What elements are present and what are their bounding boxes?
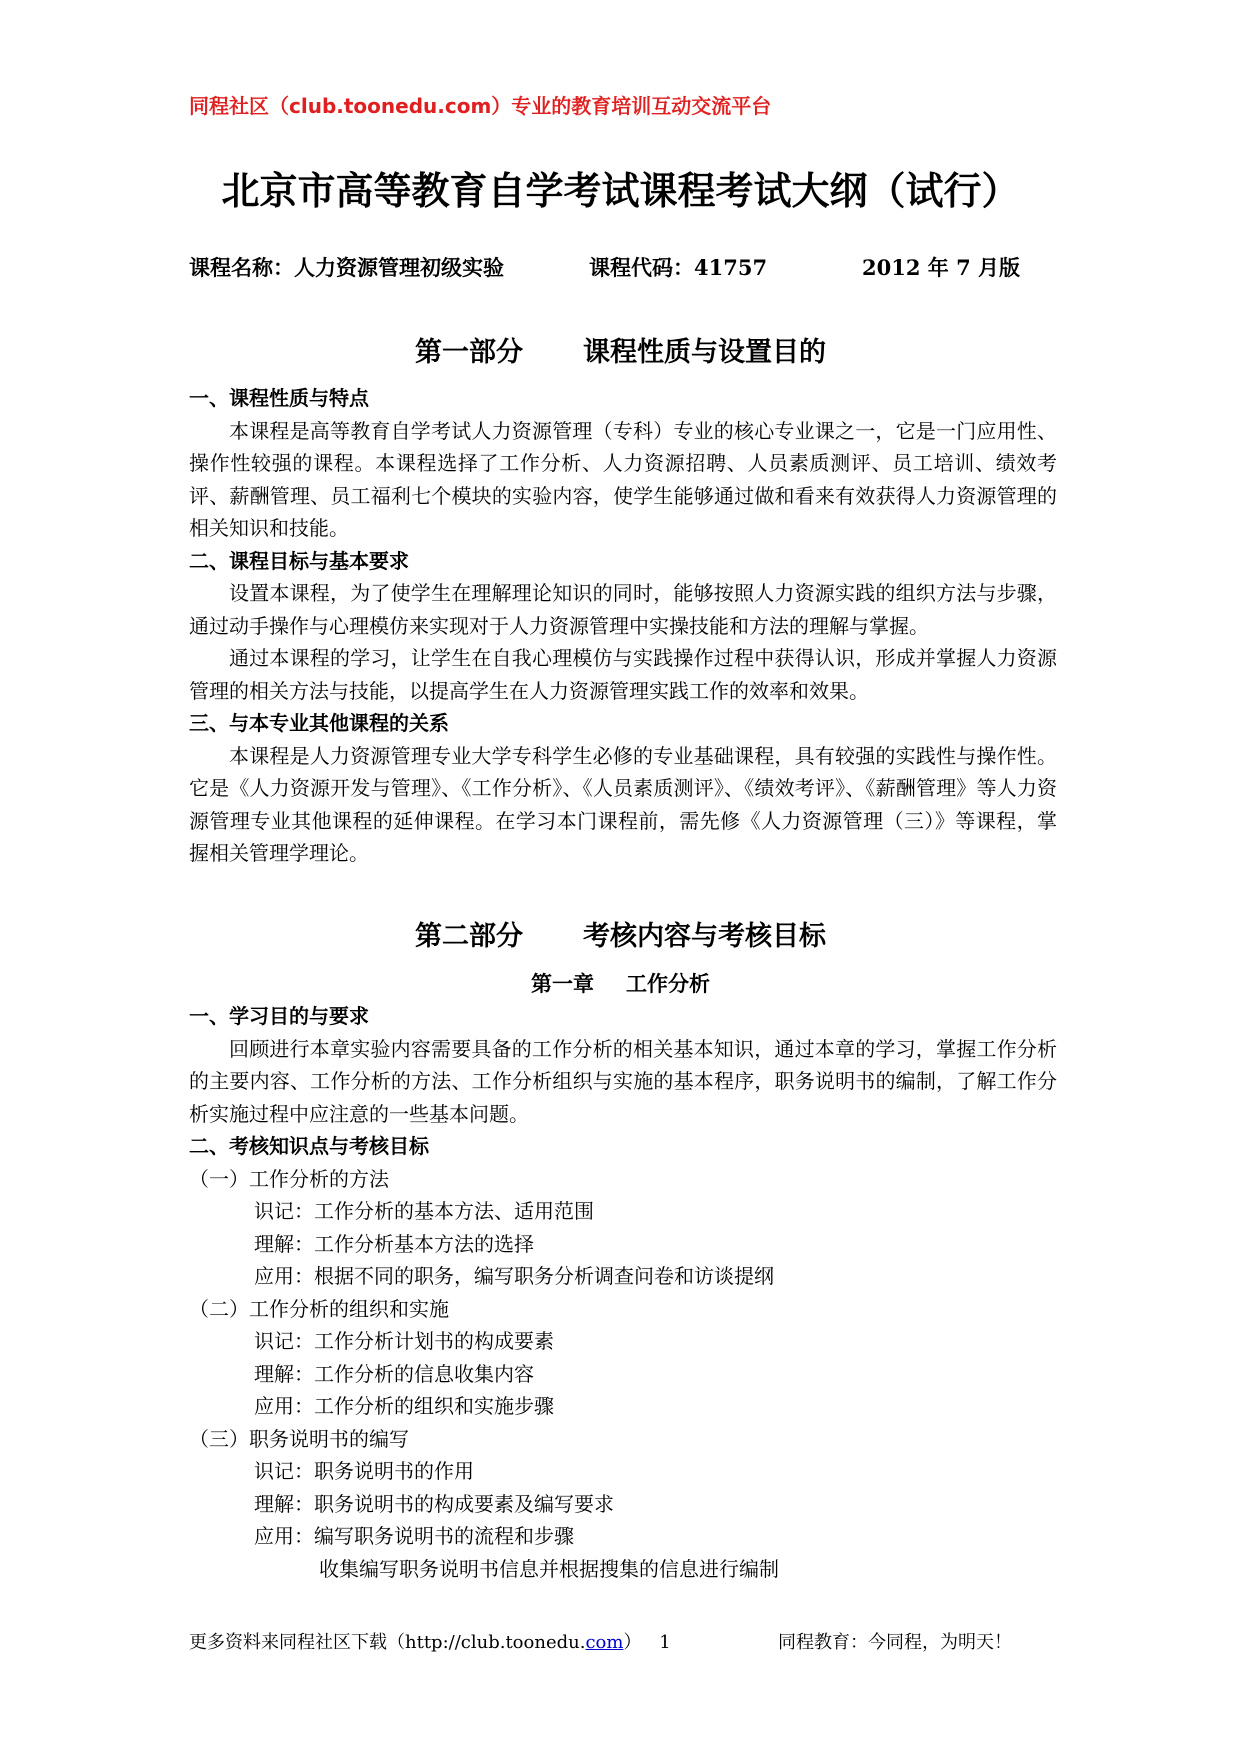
section-heading: 一、课程性质与特点 xyxy=(189,386,369,410)
knowledge-item: 应用：编写职务说明书的流程和步骤 xyxy=(254,1524,574,1548)
course-name: 课程名称：人力资源管理初级实验 xyxy=(189,255,504,280)
paragraph: 本课程是高等教育自学考试人力资源管理（专科）专业的核心专业课之一，它是一门应用性、操作性较强的课程。本课程选择了工作分析、人力资源招聘、人员素质测评、员工培训、绩效考评、薪酬管理、员工福利七个模块的实验内容，使学生能够通过做和看来有效获得人力资源管理的相关知识和技能。 xyxy=(189,418,1057,540)
edition-date: 2012 年 7 月版 xyxy=(862,255,1020,280)
knowledge-item: 理解：工作分析的信息收集内容 xyxy=(254,1361,534,1386)
knowledge-item: 理解：职务说明书的构成要素及编写要求 xyxy=(254,1491,614,1516)
part2-name: 考核内容与考核目标 xyxy=(583,921,826,952)
page-number: 1 xyxy=(659,1632,671,1653)
section-heading: 一、学习目的与要求 xyxy=(189,1004,369,1028)
part1-name: 课程性质与设置目的 xyxy=(583,337,826,368)
part2-number: 第二部分 xyxy=(415,921,523,952)
footer-download-suffix: ） xyxy=(623,1632,642,1653)
knowledge-item: 识记：工作分析的基本方法、适用范围 xyxy=(254,1199,594,1223)
paragraph: 通过本课程的学习，让学生在自我心理模仿与实践操作过程中获得认识，形成并掌握人力资源管理的相关方法与技能，以提高学生在人力资源管理实践工作的效率和效果。 xyxy=(189,646,1057,703)
part1-title xyxy=(0,330,1241,369)
chapter-name: 工作分析 xyxy=(626,971,710,996)
chapter-title xyxy=(0,968,1241,998)
footer-download-text: 更多资料来同程社区下载（http://club.toonedu. xyxy=(189,1632,586,1653)
knowledge-item: 应用：工作分析的组织和实施步骤 xyxy=(254,1394,554,1418)
course-code: 课程代码：41757 xyxy=(589,255,768,280)
part2-title xyxy=(0,914,1241,953)
paragraph: 回顾进行本章实验内容需要具备的工作分析的相关基本知识，通过本章的学习，掌握工作分析的主要内容、工作分析的方法、工作分析组织与实施的基本程序，职务说明书的编制，了解工作分析实施过程中应注意的一些基本问题。 xyxy=(189,1036,1057,1126)
knowledge-item: 理解：工作分析基本方法的选择 xyxy=(254,1231,534,1256)
knowledge-item: 识记：工作分析计划书的构成要素 xyxy=(254,1329,554,1353)
footer-link[interactable]: com xyxy=(585,1632,624,1653)
paragraph: 本课程是人力资源管理专业大学专科学生必修的专业基础课程，具有较强的实践性与操作性。它是《人力资源开发与管理》、《工作分析》、《人员素质测评》、《绩效考评》、《薪酬管理》等人力资源管理专业其他课程的延伸课程。在学习本门课程前，需先修《人力资源管理（三）》等课程，掌握相关管理学理论。 xyxy=(189,743,1057,865)
knowledge-item-continued: 收集编写职务说明书信息并根据搜集的信息进行编制 xyxy=(319,1556,779,1581)
part1-number: 第一部分 xyxy=(415,337,523,368)
chapter-number: 第一章 xyxy=(531,971,594,996)
knowledge-group-title: （二）工作分析的组织和实施 xyxy=(189,1296,449,1321)
footer-left xyxy=(189,1628,671,1654)
section-heading: 二、课程目标与基本要求 xyxy=(189,548,409,573)
knowledge-item: 识记：职务说明书的作用 xyxy=(254,1459,474,1483)
part2-body xyxy=(189,1000,1057,1585)
knowledge-item: 应用：根据不同的职务，编写职务分析调查问卷和访谈提纲 xyxy=(254,1264,774,1288)
part1-body xyxy=(189,382,1057,870)
footer-slogan: 同程教育：今同程，为明天！ xyxy=(778,1632,1012,1653)
document-title: 北京市高等教育自学考试课程考试大纲（试行） xyxy=(221,168,1020,213)
section-heading: 二、考核知识点与考核目标 xyxy=(189,1134,429,1158)
section-heading: 三、与本专业其他课程的关系 xyxy=(189,711,449,735)
knowledge-group-title: （三）职务说明书的编写 xyxy=(189,1426,409,1451)
knowledge-group-title: （一）工作分析的方法 xyxy=(189,1166,389,1191)
site-banner: 同程社区（club.toonedu.com）专业的教育培训互动交流平台 xyxy=(189,94,772,118)
paragraph: 设置本课程，为了使学生在理解理论知识的同时，能够按照人力资源实践的组织方法与步骤，通过动手操作与心理模仿来实现对于人力资源管理中实操技能和方法的理解与掌握。 xyxy=(189,581,1057,638)
